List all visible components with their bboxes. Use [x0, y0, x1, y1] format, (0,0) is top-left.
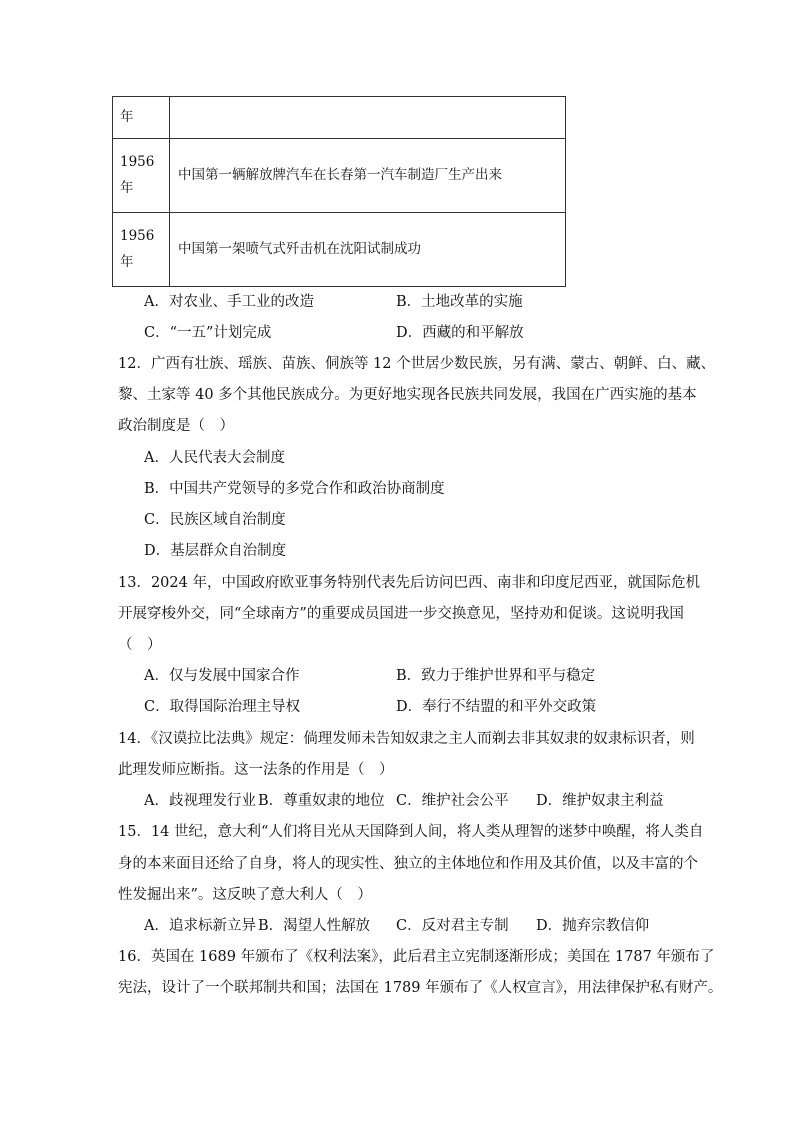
q15-stem-line2: 身的本来面目还给了自身，将人的现实性、独立的主体地位和作用及其价值，以及丰富的个	[118, 856, 698, 872]
q12-stem-line2: 黎、土家等 40 多个其他民族成分。为更好地实现各民族共同发展，我国在广西实施的基本	[118, 387, 697, 403]
q13-option-d: D．奉行不结盟的和平外交政策	[396, 699, 597, 715]
q13-option-a: A．仅与发展中国家合作	[144, 668, 300, 684]
q15-stem-line1: 15．14 世纪，意大利“人们将目光从天国降到人间，将人类从理智的迷梦中唤醒，将人类自	[118, 824, 704, 840]
q13-stem-line3: （ ）	[118, 637, 162, 653]
q14-option-b: B．尊重奴隶的地位	[258, 793, 385, 809]
table-row	[113, 97, 566, 139]
q12-option-a: A．人民代表大会制度	[144, 450, 285, 466]
table-cell-year	[113, 139, 170, 213]
q12-option-d: D．基层群众自治制度	[144, 543, 287, 559]
q11-option-b: B．土地改革的实施	[396, 294, 523, 310]
q12-option-b: B．中国共产党领导的多党合作和政治协商制度	[144, 481, 445, 497]
q14-stem-line2: 此理发师应断指。这一法条的作用是（ ）	[118, 762, 394, 778]
q12-stem-line1: 12．广西有壮族、瑶族、苗族、侗族等 12 个世居少数民族，另有满、蒙古、朝鲜、白、藏、	[118, 356, 716, 372]
q15-stem-line3: 性发掘出来”。这反映了意大利人（ ）	[118, 887, 372, 903]
q16-stem-line2: 宪法，设计了一个联邦制共和国；法国在 1789 年颁布了《人权宣言》，用法律保护私有财产。	[118, 980, 723, 996]
q14-stem-line1: 14．《汉谟拉比法典》规定：倘理发师未告知奴隶之主人而剃去非其奴隶的奴隶标识者，则	[118, 731, 695, 747]
q16-stem-line1: 16．英国在 1689 年颁布了《权利法案》，此后君主立宪制逐渐形成；美国在 1787 年颁布了	[118, 949, 715, 965]
q15-option-c: C．反对君主专制	[396, 918, 509, 934]
q11-option-a: A．对农业、手工业的改造	[144, 294, 314, 310]
q13-option-b: B．致力于维护世界和平与稳定	[396, 668, 596, 684]
table-cell-event: 中国第一架喷气式歼击机在沈阳试制成功	[170, 213, 566, 287]
year-text: 1956 年	[120, 153, 155, 196]
q14-option-c: C．维护社会公平	[396, 793, 509, 809]
table-cell-year	[113, 213, 170, 287]
q12-stem-line3: 政治制度是（ ）	[118, 418, 234, 434]
q15-option-d: D．抛弃宗教信仰	[536, 918, 650, 934]
q13-option-c: C．取得国际治理主导权	[144, 699, 301, 715]
table-cell-event	[170, 97, 566, 139]
q11-option-c: C．“一五”计划完成	[144, 325, 272, 341]
year-text: 1956 年	[120, 227, 155, 270]
q15-option-a: A．追求标新立异	[144, 918, 256, 934]
q11-option-d: D．西藏的和平解放	[396, 325, 524, 341]
q13-stem-line2: 开展穿梭外交，同“全球南方”的重要成员国进一步交换意见，坚持劝和促谈。这说明我国	[118, 606, 684, 622]
q13-stem-line1: 13．2024 年，中国政府欧亚事务特别代表先后访问巴西、南非和印度尼西亚，就国际危机	[118, 575, 700, 591]
events-table	[112, 96, 566, 287]
table-cell-year: 年	[113, 97, 170, 139]
q15-option-b: B．渴望人性解放	[258, 918, 371, 934]
table-row	[113, 213, 566, 287]
q14-option-a: A．歧视理发行业	[144, 793, 256, 809]
table-row	[113, 139, 566, 213]
table-cell-event: 中国第一辆解放牌汽车在长春第一汽车制造厂生产出来	[170, 139, 566, 213]
q14-option-d: D．维护奴隶主利益	[536, 793, 664, 809]
q12-option-c: C．民族区域自治制度	[144, 512, 286, 528]
